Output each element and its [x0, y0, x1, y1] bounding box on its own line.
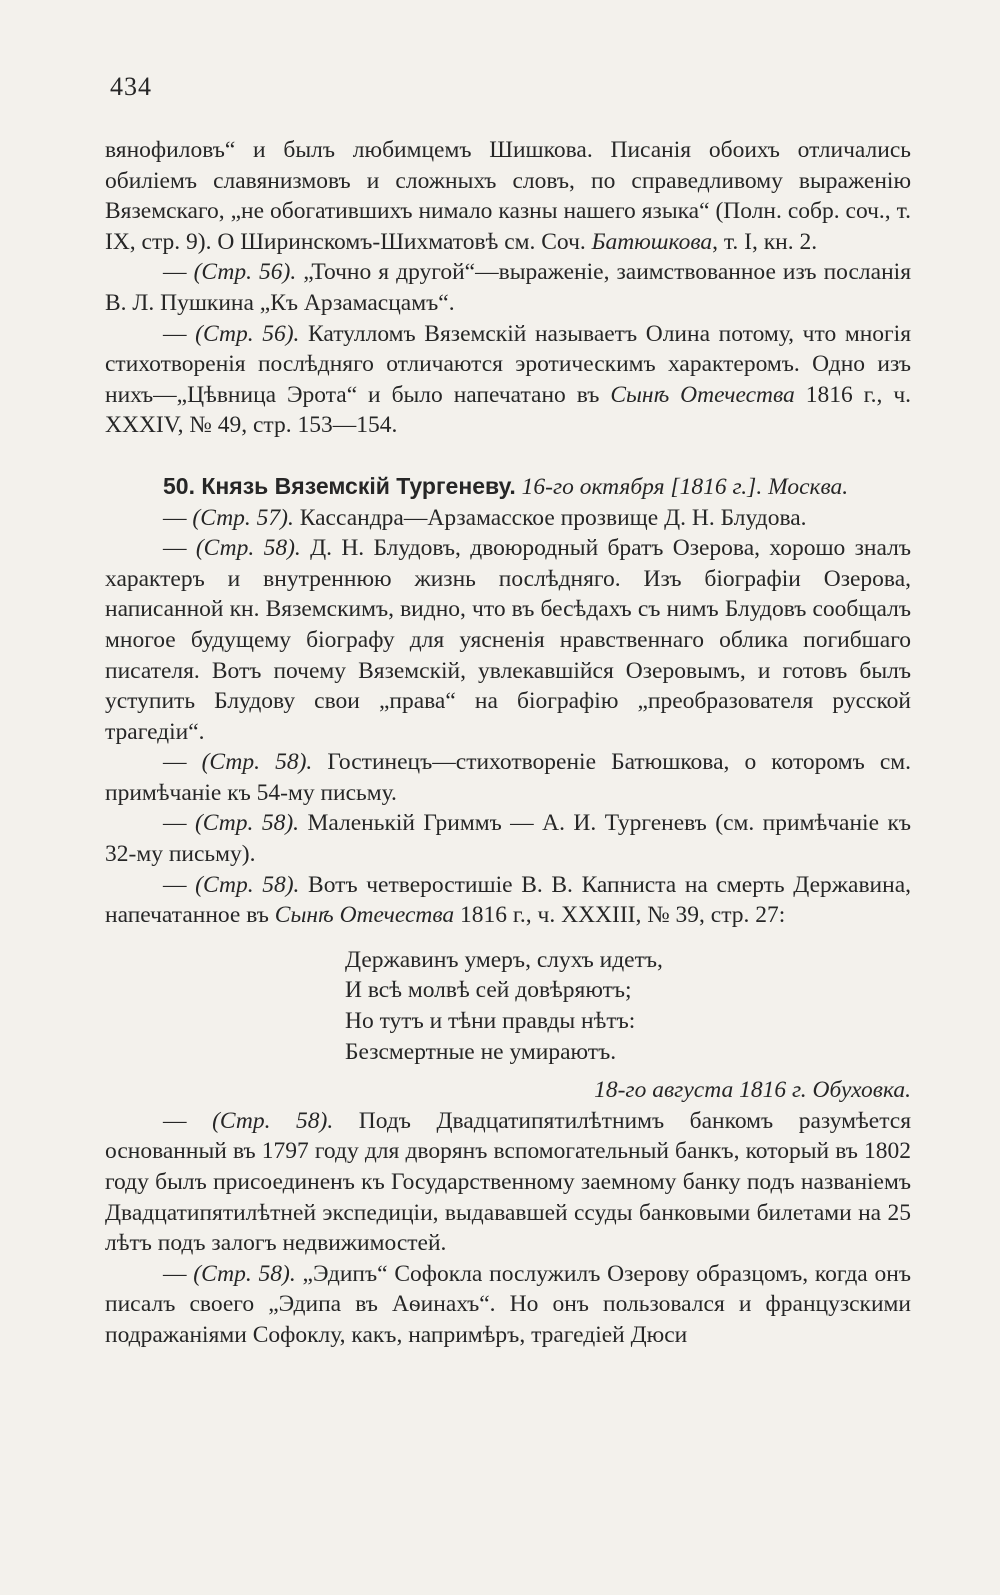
poem-line: Но тутъ и тѣни правды нѣтъ:	[345, 1008, 636, 1035]
note-ref: (Стр. 58).	[201, 749, 313, 776]
note-ref: (Стр. 56).	[195, 320, 300, 347]
note-paragraph: — (Стр. 57). Кассандра—Арзамасское прозвище Д. Н. Блудова.	[163, 504, 807, 531]
section-place: Москва.	[768, 473, 849, 500]
note-ref: (Стр. 57).	[192, 504, 294, 531]
poem-line: И всѣ молвѣ сей довѣряютъ;	[345, 977, 632, 1004]
note-text: Подъ Двадцатипятилѣтнимъ банкомъ разумѣется основанный въ 1797 году для дворянъ вспомогательный банкъ, который въ 1802 году былъ присоединенъ къ Государственному заемному банку подъ названіемъ Двадцатипятилѣтней экспедиціи, выдававшей ссуды банковыми билетами на 25 лѣтъ подъ залогъ недвижимостей.	[105, 1107, 912, 1257]
note-text: 1816 г., ч. XXXIV, № 49, стр. 153—154.	[105, 381, 912, 439]
note-ref: (Стр. 56).	[193, 259, 297, 286]
paragraph-text: вянофиловъ“ и былъ любимцемъ Шишкова. Писанія обоихъ отличались обиліемъ славянизмовъ и сложныхъ словъ, по справедливому выраженію Вяземскаго, „не обогатившихъ нимало казны нашего языка“ (Полн. собр. соч., т. IX, стр. 9). О Ширинскомъ-Шихматовѣ см. Соч.	[105, 137, 911, 255]
note-paragraph: — (Стр. 56). Катулломъ Вяземскій называетъ Олина потому, что многія стихотворенія послѣдняго отличаются эротическимъ характеромъ. Одно изъ нихъ—„Цѣвница Эрота“ и было напечатано въ Сынѣ Отечества 1816 г., ч. XXXIV, № 49, стр. 153—154.	[105, 320, 912, 439]
poem-line: Державинъ умеръ, слухъ идетъ,	[345, 946, 663, 973]
note-text: Д. Н. Блудовъ, двоюродный братъ Озерова, хорошо зналъ характеръ и внутреннюю жизнь послѣдняго. Изъ біографіи Озерова, написанной кн. Вяземскимъ, видно, что въ бесѣдахъ съ нимъ Блудовъ сообщалъ многое будущему біографу для уясненія нравственнаго облика погибшаго писателя. Вотъ почему Вяземскій, увлекавшійся Озеровымъ, и готовъ былъ уступить Блудову свои „права“ на біографію „преобразователя русской трагедіи“.	[105, 535, 911, 745]
note-text: Маленькій Гриммъ — А. И. Тургеневъ (см. примѣчаніе къ 32-му письму).	[105, 810, 912, 868]
note-paragraph: — (Стр. 58). „Эдипъ“ Софокла послужилъ Озерову образцомъ, когда онъ писалъ своего „Эдипа въ Аѳинахъ“. Но онъ пользовался и французскими подражаніями Софоклу, какъ, напримѣръ, трагедіей Дюси	[105, 1260, 911, 1348]
page-number: 434	[110, 72, 152, 101]
note-text: Катулломъ Вяземскій называетъ Олина потому, что многія стихотворенія послѣдняго отличаются эротическимъ характеромъ. Одно изъ нихъ—„Цѣвница Эрота“ и было напечатано въ	[105, 320, 912, 408]
page-body	[105, 135, 911, 1351]
section-number: 50. Князь Вяземскій Тургеневу.	[163, 472, 516, 499]
paragraph	[105, 135, 911, 257]
note-ref: (Стр. 58).	[193, 1260, 296, 1287]
section-year: [1816 г.].	[670, 473, 763, 500]
note-paragraph: — (Стр. 58). Вотъ четверостишіе В. В. Капниста на смерть Державина, напечатанное въ Сынѣ Отечества 1816 г., ч. XXXIII, № 39, стр. 27:	[105, 871, 911, 929]
section-date: 16-го октября	[521, 473, 665, 500]
note-ref: (Стр. 58).	[212, 1107, 334, 1134]
note-text: 1816 г., ч. XXXIII, № 39, стр. 27:	[454, 902, 786, 929]
note-text: „Эдипъ“ Софокла послужилъ Озерову образцомъ, когда онъ писалъ своего „Эдипа въ Аѳинахъ“. Но онъ пользовался и французскими подражаніями Софоклу, какъ, напримѣръ, трагедіей Дюси	[105, 1260, 911, 1348]
note-paragraph: — (Стр. 58). Маленькій Гриммъ — А. И. Тургеневъ (см. примѣчаніе къ 32-му письму).	[105, 810, 912, 868]
note-ref: (Стр. 58).	[194, 810, 300, 837]
note-text: Кассандра—Арзамасское прозвище Д. Н. Блудова.	[293, 504, 807, 531]
poem	[345, 945, 911, 1067]
poem-signature: 18-го августа 1816 г. Обуховка.	[594, 1077, 911, 1104]
note-paragraph: — (Стр. 58). Д. Н. Блудовъ, двоюродный братъ Озерова, хорошо зналъ характеръ и внутреннюю жизнь послѣдняго. Изъ біографіи Озерова, написанной кн. Вяземскимъ, видно, что въ бесѣдахъ съ нимъ Блудовъ сообщалъ многое будущему біографу для уясненія нравственнаго облика погибшаго писателя. Вотъ почему Вяземскій, увлекавшійся Озеровымъ, и готовъ былъ уступить Блудову свои „права“ на біографію „преобразователя русской трагедіи“.	[105, 535, 911, 745]
italic-title: Сынѣ Отечества	[274, 902, 455, 929]
note-text: „Точно я другой“—выраженіе, заимствованное изъ посланія В. Л. Пушкина „Къ Арзамасцамъ“.	[105, 259, 911, 316]
note-ref: (Стр. 58).	[195, 535, 301, 562]
note-ref: (Стр. 58).	[195, 871, 300, 898]
italic-title: Батюшкова	[591, 228, 713, 255]
italic-title: Сынѣ Отечества	[610, 381, 795, 408]
note-paragraph: — (Стр. 56). „Точно я другой“—выраженіе, заимствованное изъ посланія В. Л. Пушкина „Къ Арзамасцамъ“.	[105, 259, 911, 316]
note-paragraph: — (Стр. 58). Подъ Двадцатипятилѣтнимъ банкомъ разумѣется основанный въ 1797 году для дворянъ вспомогательный банкъ, который въ 1802 году былъ присоединенъ къ Государственному заемному банку подъ названіемъ Двадцатипятилѣтней экспедиціи, выдававшей ссуды банковыми билетами на 25 лѣтъ подъ залогъ недвижимостей.	[105, 1107, 912, 1257]
note-paragraph: — (Стр. 58). Гостинецъ—стихотвореніе Батюшкова, о которомъ см. примѣчаніе къ 54-му письму.	[105, 749, 912, 806]
poem-line: Безсмертные не умираютъ.	[345, 1038, 617, 1065]
note-text: Гостинецъ—стихотвореніе Батюшкова, о которомъ см. примѣчаніе къ 54-му письму.	[105, 749, 912, 806]
note-text: Вотъ четверостишіе В. В. Капниста на смерть Державина, напечатанное въ	[105, 871, 911, 929]
section-heading	[105, 471, 911, 503]
paragraph-text: , т. I, кн. 2.	[712, 228, 818, 255]
